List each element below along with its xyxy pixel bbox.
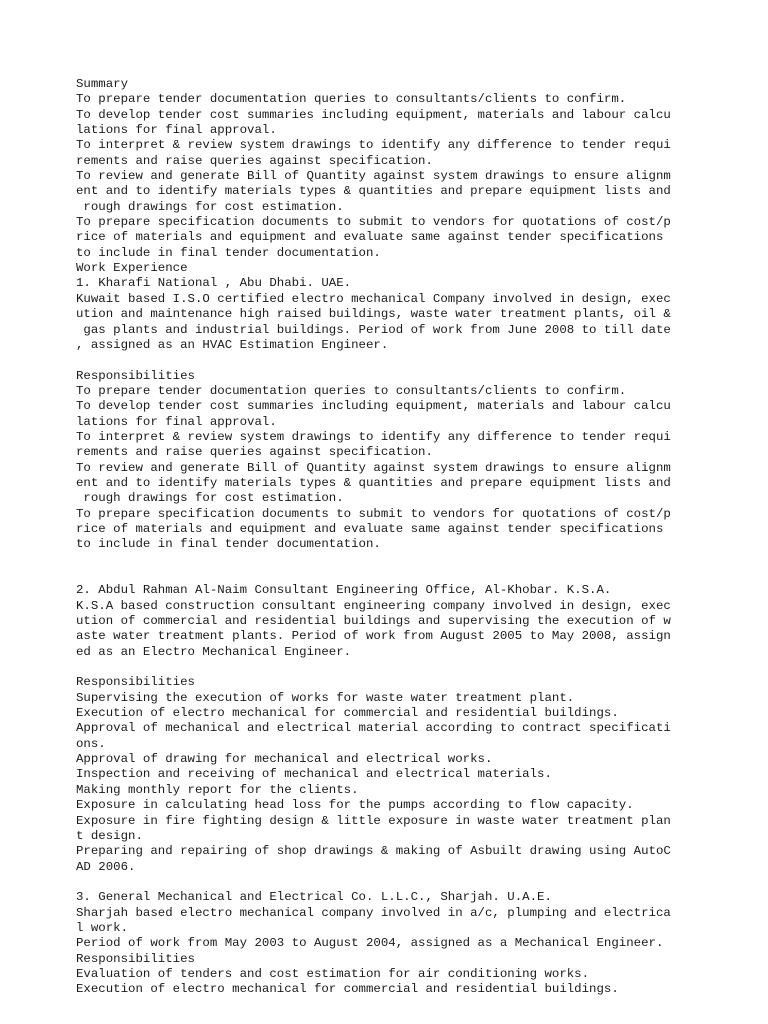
document-line: Approval of drawing for mechanical and electrical works. xyxy=(76,752,493,767)
document-line: rough drawings for cost estimation. xyxy=(76,199,344,214)
document-line: ution and maintenance high raised buildings, waste water treatment plants, oil & xyxy=(76,307,671,322)
document-line: To interpret & review system drawings to identify any difference to tender requi xyxy=(76,429,671,444)
document-line xyxy=(76,568,716,583)
document-line: t design. xyxy=(76,828,143,843)
document-line: Making monthly report for the clients. xyxy=(76,782,359,797)
document-line: ons. xyxy=(76,736,106,751)
document-line xyxy=(76,553,716,568)
document-line: Exposure in fire fighting design & little exposure in waste water treatment plan xyxy=(76,813,671,828)
document-line: To review and generate Bill of Quantity against system drawings to ensure alignm xyxy=(76,169,671,184)
document-line: rements and raise queries against specification. xyxy=(76,445,433,460)
document-line: gas plants and industrial buildings. Period of work from June 2008 to till date xyxy=(76,322,671,337)
document-line: Responsibilities xyxy=(76,675,195,690)
document-line: lations for final approval. xyxy=(76,123,277,138)
document-line: Approval of mechanical and electrical material according to contract specificati xyxy=(76,721,671,736)
document-line: Exposure in calculating head loss for the pumps according to flow capacity. xyxy=(76,798,634,813)
document-line: to include in final tender documentation. xyxy=(76,537,381,552)
document-line: ution of commercial and residential buildings and supervising the execution of w xyxy=(76,614,671,629)
document-line: To prepare tender documentation queries to consultants/clients to confirm. xyxy=(76,92,627,107)
document-line xyxy=(76,353,716,368)
document-line: Summary xyxy=(76,77,129,91)
document-body xyxy=(76,77,716,998)
document-line: ed as an Electro Mechanical Engineer. xyxy=(76,644,352,659)
document-line: to include in final tender documentation. xyxy=(76,245,381,260)
document-line: , assigned as an HVAC Estimation Engineer. xyxy=(76,337,389,352)
document-line: To prepare tender documentation queries to consultants/clients to confirm. xyxy=(76,383,627,398)
document-line: Execution of electro mechanical for commercial and residential buildings. xyxy=(76,706,619,721)
document-line: lations for final approval. xyxy=(76,414,277,429)
document-line: Kuwait based I.S.O certified electro mechanical Company involved in design, exec xyxy=(76,291,671,306)
document-line: Supervising the execution of works for waste water treatment plant. xyxy=(76,690,575,705)
document-line: l work. xyxy=(76,920,129,935)
document-line xyxy=(76,875,716,890)
document-line: To review and generate Bill of Quantity against system drawings to ensure alignm xyxy=(76,460,671,475)
document-line: To develop tender cost summaries including equipment, materials and labour calcu xyxy=(76,107,671,122)
document-line: aste water treatment plants. Period of work from August 2005 to May 2008, assign xyxy=(76,629,671,644)
document-line: Sharjah based electro mechanical company involved in a/c, plumping and electrica xyxy=(76,905,671,920)
document-line: AD 2006. xyxy=(76,859,136,874)
document-line: Responsibilities xyxy=(76,951,195,966)
document-line: Work Experience xyxy=(76,261,188,276)
document-line: K.S.A based construction consultant engineering company involved in design, exec xyxy=(76,598,671,613)
document-line: Execution of electro mechanical for commercial and residential buildings. xyxy=(76,982,619,997)
document-line xyxy=(76,660,716,675)
document-line: Evaluation of tenders and cost estimation for air conditioning works. xyxy=(76,966,590,981)
document-line: To develop tender cost summaries including equipment, materials and labour calcu xyxy=(76,399,671,414)
document-line: rough drawings for cost estimation. xyxy=(76,491,344,506)
document-line: rice of materials and equipment and evaluate same against tender specifications xyxy=(76,521,664,536)
document-line: 2. Abdul Rahman Al-Naim Consultant Engineering Office, Al-Khobar. K.S.A. xyxy=(76,583,612,598)
document-line: rice of materials and equipment and evaluate same against tender specifications xyxy=(76,230,664,245)
document-line: 1. Kharafi National , Abu Dhabi. UAE. xyxy=(76,276,352,291)
document-line: 3. General Mechanical and Electrical Co. L.L.C., Sharjah. U.A.E. xyxy=(76,890,552,905)
document-line: Preparing and repairing of shop drawings & making of Asbuilt drawing using AutoC xyxy=(76,844,671,859)
document-line: To prepare specification documents to submit to vendors for quotations of cost/p xyxy=(76,506,671,521)
document-line: Responsibilities xyxy=(76,368,195,383)
document-line: rements and raise queries against specification. xyxy=(76,153,433,168)
document-line: Inspection and receiving of mechanical and electrical materials. xyxy=(76,767,552,782)
document-line: Period of work from May 2003 to August 2004, assigned as a Mechanical Engineer. xyxy=(76,936,664,951)
document-line: ent and to identify materials types & quantities and prepare equipment lists and xyxy=(76,475,671,490)
document-line: To prepare specification documents to submit to vendors for quotations of cost/p xyxy=(76,215,671,230)
document-line: To interpret & review system drawings to identify any difference to tender requi xyxy=(76,138,671,153)
document-line: ent and to identify materials types & quantities and prepare equipment lists and xyxy=(76,184,671,199)
